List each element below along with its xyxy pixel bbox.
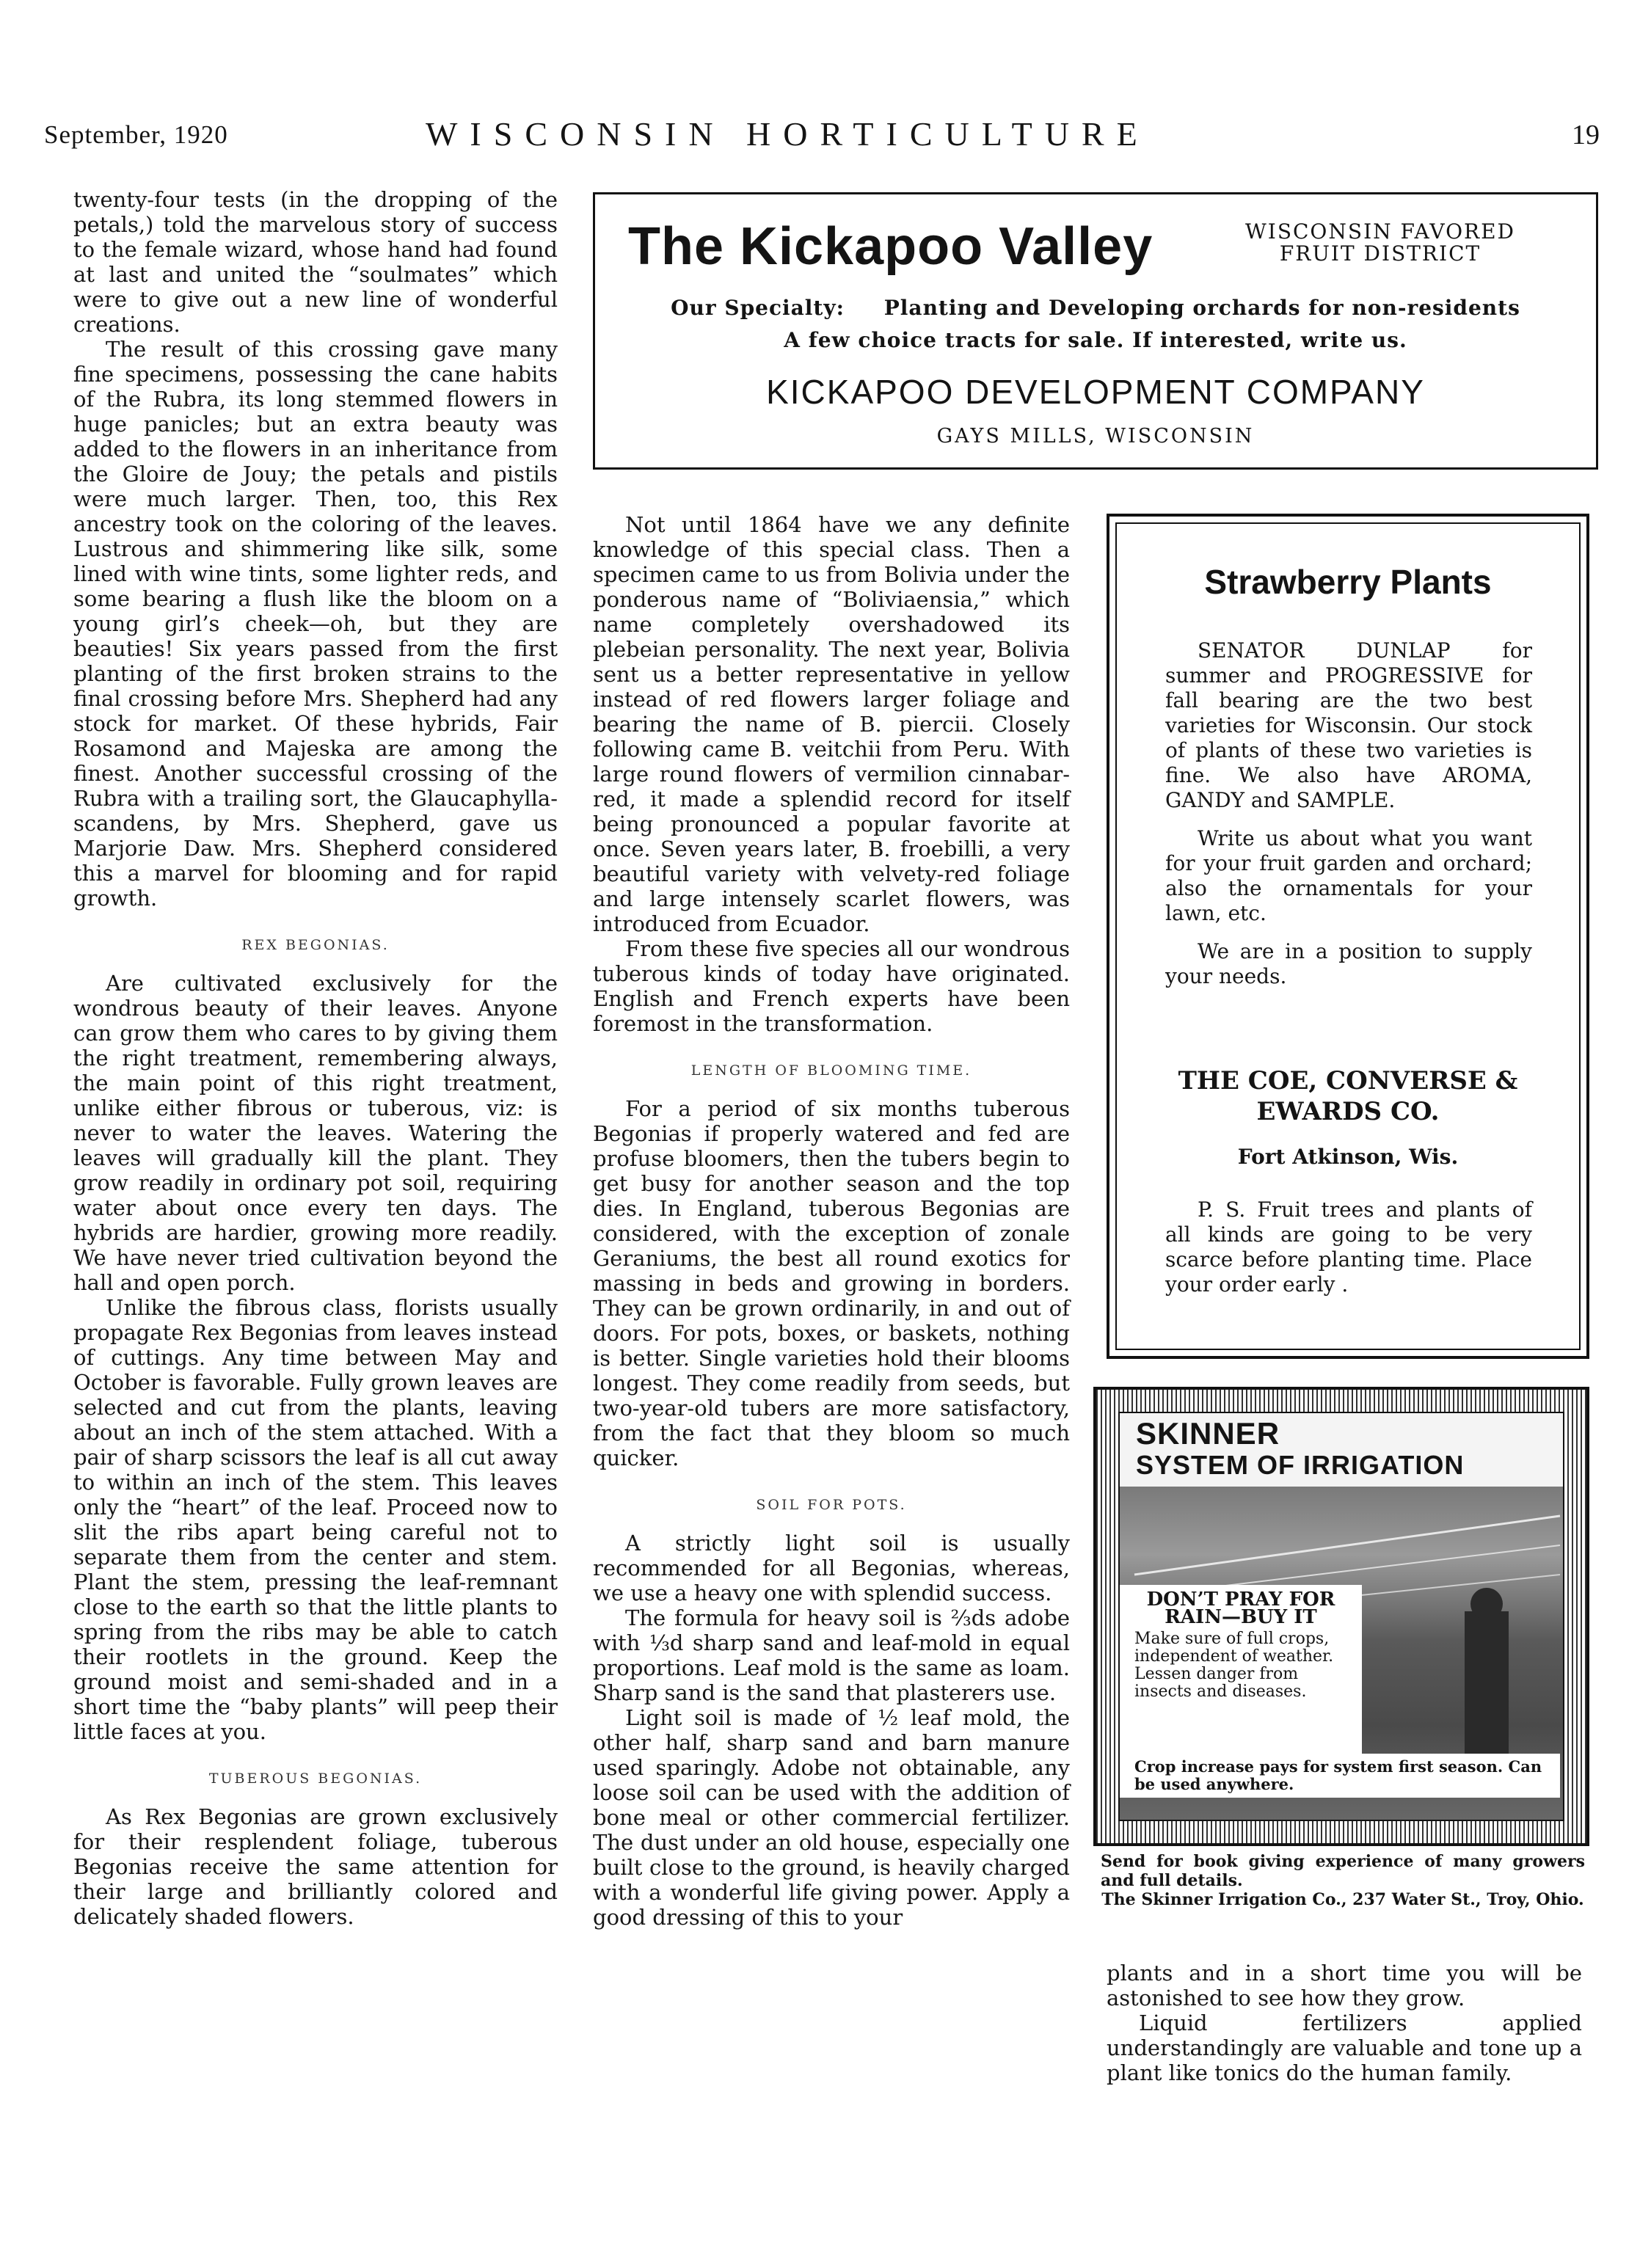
strawberry-plants-ad: [1107, 514, 1589, 1359]
paragraph: A strictly light soil is usually recommended for all Begonias, whereas, we use a heavy one with splendid success.: [593, 1531, 1070, 1605]
ad-company: KICKAPOO DEVELOPMENT COMPANY: [766, 373, 1425, 411]
ad-headline: DON’T PRAY FOR: [1146, 1589, 1335, 1611]
paragraph: The result of this crossing gave many fine specimens, possessing the cane habits of the Rubra, its long stemmed flowers in huge panicles; but an extra beauty was added to the flowers in an inheritance from the Gloire de Jouy; the petals and pistils were much larger. Then, too, this Rex ancestry took on the coloring of the leaves. Lustrous and shimmering like silk, some lined with wine tints, some lighter reds, and some bearing a flush like the bloom on a young girl’s cheek—oh, but they are beauties! Six years passed from the first planting of the first broken strains to the final crossing before Mrs. Shepherd had any stock for market. Of these hybrids, Fair Rosamond and Majeska are among the finest. Another successful crossing of the Rubra with a trailing sort, the Glaucaphylla-scandens, by Mrs. Shepherd, gave us Marjorie Daw. Mrs. Shepherd considered this a marvel for blooming and for rapid growth.: [73, 337, 558, 911]
ad-body: [1165, 638, 1532, 989]
issue-date: September, 1920: [44, 120, 228, 149]
ad-tracts: A few choice tracts for sale. If interested, write us.: [784, 328, 1407, 352]
ad-footer: Crop increase pays for system first season. Can be used anywhere.: [1120, 1754, 1560, 1798]
paragraph: From these five species all our wondrous tuberous kinds of today have originated. English and French experts have been foremost in the transformation.: [593, 936, 1070, 1036]
ad-body: Make sure of full crops, independent of weather. Lessen danger from insects and diseases.: [1134, 1630, 1334, 1701]
section-heading-tuberous-begonias: TUBEROUS BEGONIAS.: [208, 1771, 423, 1787]
section-heading-length-of-blooming: LENGTH OF BLOOMING TIME.: [690, 1062, 972, 1079]
kickapoo-valley-ad: [593, 192, 1598, 470]
page-number: 19: [1572, 120, 1600, 150]
running-header: [44, 110, 1600, 154]
ad-title-line: SKINNER: [1136, 1416, 1280, 1451]
paragraph: Are cultivated exclusively for the wondrous beauty of their leaves. Anyone can grow them who cares to by giving them the right treatment, remembering always, the main point of this right treatment, unlike either fibrous or tuberous, viz: is never to water the leaves. Watering the leaves will gradually kill the plant. They grow readily in ordinary pot soil, requiring water about once every ten days. The hybrids are hardier, growing more readily. We have never tried cultivation beyond the hall and open porch.: [73, 971, 558, 1295]
section-heading-rex-begonias: REX BEGONIAS.: [241, 937, 390, 953]
ad-text-panel: [1120, 1585, 1362, 1754]
specialty-label: Our Specialty:: [671, 296, 845, 320]
paragraph: Unlike the fibrous class, florists usually propagate Rex Begonias from leaves instead of cuttings. Any time between May and October is favorable. Fully grown leaves are selected and cut from the plants, leaving about an inch of the stem attached. With a pair of sharp scissors the leaf is all cut away to within an inch of the stem. This leaves only the “heart” of the leaf. Proceed now to slit the ribs apart being careful not to separate them from the center and stem. Plant the stem, pressing the leaf-remnant close to the earth so that the little plants to spring from the ribs may be able to catch their rootlets in the ground. Keep the ground moist and semi-shaded and in a short time the “baby plants” will peep their little faces at you.: [73, 1295, 558, 1744]
paragraph: Write us about what you want for your fruit garden and orchard; also the ornamentals for your lawn, etc.: [1165, 826, 1532, 925]
column-left: [73, 187, 558, 1929]
ad-company: THE COE, CONVERSE & EWARDS CO.: [1178, 1066, 1518, 1126]
column-middle: [593, 512, 1070, 1930]
column-right-bottom: [1107, 1961, 1582, 2085]
ad-headline: The Kickapoo Valley: [628, 217, 1153, 276]
skinner-irrigation-ad: [1093, 1387, 1589, 1846]
ad-tagline: [1211, 221, 1549, 265]
paragraph: For a period of six months tuberous Begonias if properly watered and fed are profuse bloomers, then the tubers begin to get busy for another season and the top dies. In England, tuberous Begonias are considered, with the exception of zonale Geraniums, the best all round exotics for massing in beds and growing in borders. They can be grown ordinarily, in and out of doors. For pots, boxes, or baskets, nothing is better. Single varieties hold their blooms longest. They come readily from seeds, but two-year-old tubers are more satisfactory, from the fact that they bloom so much quicker.: [593, 1096, 1070, 1470]
ad-postscript: P. S. Fruit trees and plants of all kinds are going to be very scarce before planting time. Place your order early .: [1165, 1197, 1532, 1297]
paragraph: We are in a position to supply your needs.: [1165, 939, 1532, 988]
skinner-caption: [1101, 1852, 1585, 1909]
caption-line: The Skinner Irrigation Co., 237 Water St., Troy, Ohio.: [1101, 1890, 1584, 1909]
tagline-line: FRUIT DISTRICT: [1279, 241, 1481, 266]
paragraph: SENATOR DUNLAP for summer and PROGRESSIVE for fall bearing are the two best varieties for Wisconsin. Our stock of plants of these two varieties is fine. We also have AROMA, GANDY and SAMPLE.: [1165, 638, 1532, 812]
ad-title: Strawberry Plants: [1204, 563, 1492, 601]
paragraph: As Rex Begonias are grown exclusively for their resplendent foliage, tuberous Begonias receive the same attention for their large and brilliantly colored and delicately shaded flowers.: [73, 1804, 558, 1929]
ad-panel: [1118, 1412, 1564, 1821]
section-heading-soil-for-pots: SOIL FOR POTS.: [756, 1497, 907, 1513]
specialty-text: Planting and Developing orchards for non-residents: [883, 296, 1520, 320]
paragraph: Not until 1864 have we any definite knowledge of this special class. Then a specimen came to us from Bolivia under the ponderous name of “Boliviaensia,” which name completely overshadowed its plebeian personality. The next year, Bolivia sent us a better representative in yellow instead of red flowers larger foliage and bearing the name of B. piercii. Closely following came B. veitchii from Peru. With large round flowers of vermilion cinnabar-red, it made a splendid record for itself being pronounced a popular favorite at once. Seven years later, B. froebilli, a very beautiful variety with velvety-red foliage and large intensely scarlet flowers, was introduced from Ecuador.: [593, 512, 1070, 936]
ad-headline: RAIN—BUY IT: [1165, 1606, 1317, 1628]
tagline-line: WISCONSIN FAVORED: [1244, 219, 1516, 244]
ad-specialty: [595, 296, 1596, 320]
paragraph: plants and in a short time you will be astonished to see how they grow.: [1107, 1961, 1582, 2010]
journal-title: WISCONSIN HORTICULTURE: [426, 115, 1150, 153]
paragraph: Light soil is made of ½ leaf mold, the other half, sharp sand and barn manure used sparingly. Adobe not obtainable, any loose soil can be used with the addition of bone meal or other commercial fertilizer. The dust under an old house, especially one built close to the ground, is heavily charged with a wonderful life giving power. Apply a good dressing of this to your: [593, 1705, 1070, 1930]
paragraph: twenty-four tests (in the dropping of the petals,) told the marvelous story of success to the female wizard, whose hand had found at last and united the “soulmates” which were to give out a new line of wonderful creations.: [73, 187, 558, 337]
ad-title-line: SYSTEM OF IRRIGATION: [1136, 1450, 1465, 1480]
caption-line: Send for book giving experience of many growers and full details.: [1101, 1852, 1585, 1890]
paragraph: Liquid fertilizers applied understandingly are valuable and tone up a plant like tonics do the human family.: [1107, 2010, 1582, 2085]
paragraph: The formula for heavy soil is ⅔ds adobe with ⅓d sharp sand and leaf-mold in equal proportions. Leaf mold is the same as loam. Sharp sand is the sand that plasterers use.: [593, 1605, 1070, 1705]
ad-location: Fort Atkinson, Wis.: [1237, 1145, 1459, 1169]
ad-location: GAYS MILLS, WISCONSIN: [936, 425, 1255, 448]
